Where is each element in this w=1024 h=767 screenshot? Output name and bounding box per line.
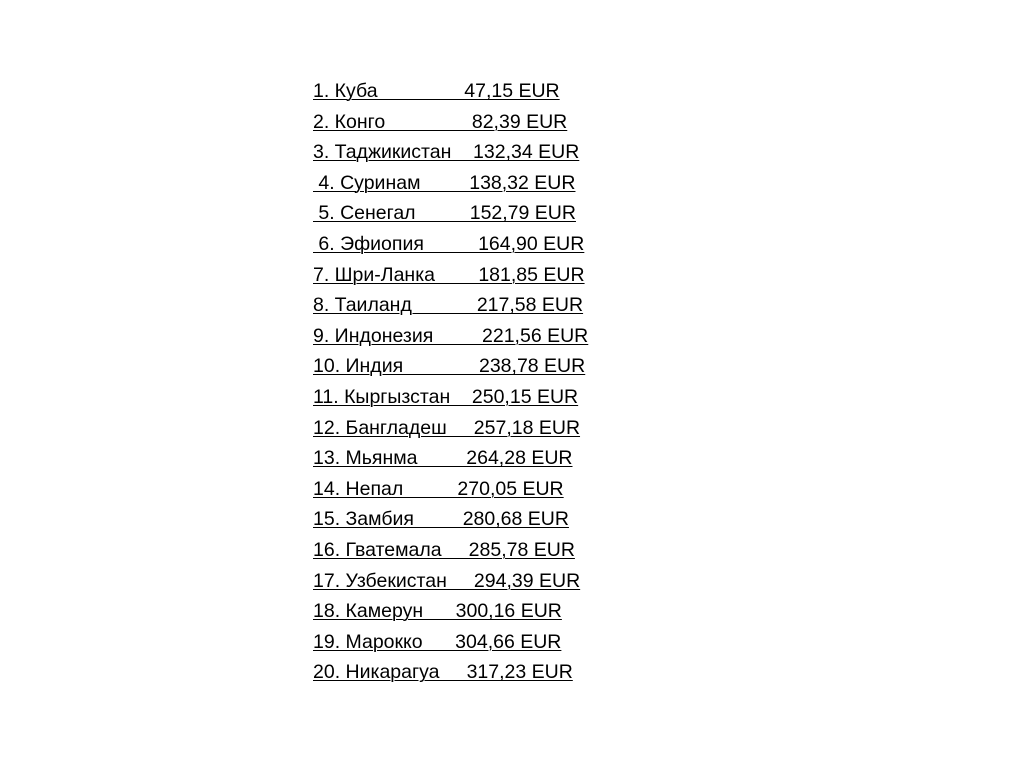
list-item: 2. Конго 82,39 EUR [313, 110, 568, 133]
list-item: 8. Таиланд 217,58 EUR [313, 294, 584, 317]
list-item: 6. Эфиопия 164,90 EUR [313, 232, 585, 255]
list-item: 1. Куба 47,15 EUR [313, 80, 560, 102]
list-item: 18. Камерун 300,16 EUR [313, 600, 562, 623]
list-item: 13. Мьянма 264,28 EUR [313, 447, 573, 470]
list-item: 7. Шри-Ланка 181,85 EUR [313, 263, 585, 286]
list-item: 14. Непал 270,05 EUR [313, 477, 564, 500]
country-price-list [313, 76, 588, 688]
list-item: 15. Замбия 280,68 EUR [313, 508, 569, 531]
list-item: 19. Марокко 304,66 EUR [313, 630, 562, 653]
list-item: 5. Сенегал 152,79 EUR [313, 202, 576, 225]
list-item: 10. Индия 238,78 EUR [313, 355, 586, 378]
list-item: 3. Таджикистан 132,34 EUR [313, 141, 580, 164]
list-item: 12. Бангладеш 257,18 EUR [313, 416, 581, 439]
list-item: 16. Гватемала 285,78 EUR [313, 538, 575, 561]
list-item: 4. Суринам 138,32 EUR [313, 171, 576, 194]
list-item: 9. Индонезия 221,56 EUR [313, 324, 589, 347]
list-item: 20. Никарагуа 317,23 EUR [313, 661, 573, 684]
list-item: 17. Узбекистан 294,39 EUR [313, 569, 581, 592]
list-item: 11. Кыргызстан 250,15 EUR [313, 385, 579, 408]
